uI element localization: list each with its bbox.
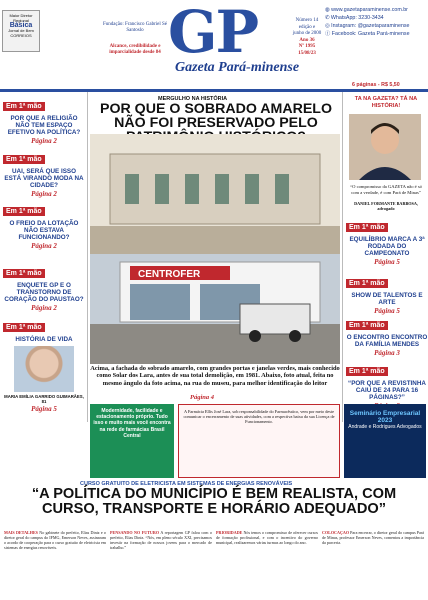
- contact-text: Facebook: Gazeta Pará-minense: [331, 31, 410, 37]
- body-column: [216, 531, 318, 599]
- column-lead: PRIORIDADE: [216, 531, 243, 535]
- founded-note: Fundação: Francisco Gabriel Sé Santoslo: [102, 22, 167, 33]
- teaser[interactable]: [3, 200, 85, 250]
- column-text: No gabinete do prefeito, Elias Diniz e o diretor geral do campus do IFMG, Emerson Neves, assinaram o acordo de cooperação para o curso gratuito de eletricista em sistemas de energias renováveis.: [4, 531, 106, 550]
- teaser-page: Página 2: [31, 190, 57, 198]
- feature-headline[interactable]: “A POLÍTICA DO MUNICÍPIO É BEM REALISTA, COM CURSO, TRANSPORTE E HORÁRIO ADEQUADO”: [31, 486, 397, 517]
- teaser-page: Página 2: [31, 242, 57, 250]
- teaser-text: “POR QUE A REVISTINHA CAIU DE 24 PARA 16 PÁGINAS?”: [348, 380, 426, 401]
- contact-text: Instagram: @gazetaparaminense: [331, 23, 410, 29]
- right-column: [342, 92, 428, 422]
- teaser[interactable]: [346, 314, 428, 357]
- notice-ad[interactable]: A Farmácia Ellis José Lara, sob responsabilidade do Farmacêutico, vem por meio deste comunicar o encerramento de suas atividades, com a respectiva baixa da sua Licença de Funcionamento.: [178, 404, 340, 478]
- logo: GP: [168, 0, 258, 66]
- issue-info: [290, 18, 324, 57]
- teaser-life-story[interactable]: [3, 316, 85, 413]
- teaser[interactable]: [3, 148, 85, 198]
- contact-text: WhatsApp: 3230-3434: [330, 15, 384, 21]
- first-hand-badge: Em 1ª mão: [346, 223, 388, 232]
- edition-line: Maior Diretor Regional: [9, 13, 33, 23]
- first-hand-badge: Em 1ª mão: [3, 269, 45, 278]
- teaser-page: Página 5: [31, 405, 57, 413]
- ads-row: [90, 404, 425, 478]
- column-lead: MAIS DETALHES: [4, 531, 38, 535]
- first-hand-badge: Em 1ª mão: [3, 155, 45, 164]
- issue-line: Nº 1995: [298, 44, 316, 49]
- column-lead: PENSANDO NO FUTURO: [110, 531, 160, 535]
- column-text: Para encerrar, o diretor geral do campus Pará de Minas, professor Emerson Neves, comentou a importância da parceria.: [322, 531, 424, 545]
- teaser[interactable]: [3, 262, 85, 312]
- pharmacy-ad[interactable]: Modernidade, facilidade e estacionamento próprio. Tudo isso e muito mais você encontra na rede de farmácias Brasil Central: [90, 404, 174, 478]
- body-column: [110, 531, 212, 599]
- teaser-page: Página 5: [374, 307, 400, 315]
- main-headline[interactable]: POR QUE O SOBRADO AMARELO NÃO FOI PRESERVADO PELO: [99, 101, 332, 131]
- teaser-text: POR QUE A RELIGIÃO NÃO TEM ESPAÇO EFETIVO NA POLÍTICA?: [7, 115, 81, 136]
- portrait-photo: [14, 346, 74, 392]
- testimonial-quote: “O compromisso da GAZETA não é só com a verdade, é com Pará de Minas”: [350, 184, 422, 195]
- teaser-page: Página 3: [374, 349, 400, 357]
- body-column: [4, 531, 106, 599]
- teaser[interactable]: [346, 216, 428, 266]
- photo-caption: Acima, a fachada do sobrado amarelo, com grandes portas e janelas verdes, mais conhecido como Solar dos Lara, antes de sua total demolição, em 1981. Abaixo, foto atual, feita no mesmo ângulo da foto acima, na rua do museu, para melhor identificação do leitor: [90, 365, 340, 387]
- issue-line: junho de 2000: [292, 31, 322, 36]
- contact-text: www.gazetaparaminense.com.br: [331, 7, 408, 13]
- issue-line: edição e: [298, 24, 316, 30]
- seminar-sponsor: Andrade e Rodrigues Advogados: [348, 424, 422, 430]
- first-hand-badge: Em 1ª mão: [3, 323, 45, 332]
- teaser-text: SHOW DE TALENTOS E ARTE: [351, 292, 423, 306]
- facebook-link[interactable]: [325, 30, 425, 38]
- testimonial-author: DANIEL FORMANTE BARBOSA, advogado: [354, 201, 418, 211]
- teaser[interactable]: [3, 95, 85, 145]
- teaser[interactable]: [346, 360, 428, 410]
- section-kicker: MERGULHO NA HISTÓRIA: [158, 96, 228, 102]
- teaser[interactable]: [346, 272, 428, 315]
- instagram-icon: ◎: [325, 23, 332, 29]
- feature-kicker: CURSO GRATUITO DE ELETRICISTA EM SISTEMAS DE ENERGIAS RENOVÁVEIS: [80, 481, 293, 487]
- body-column: [322, 531, 424, 599]
- website-link[interactable]: [325, 6, 425, 14]
- first-hand-badge: Em 1ª mão: [346, 279, 388, 288]
- edition-box: [2, 10, 40, 52]
- issue-line: Número 14: [295, 18, 319, 23]
- teaser-text: O ENCONTRO ENCONTRO DA FAMÍLIA MENDES: [346, 334, 428, 348]
- facebook-icon: ⓕ: [325, 31, 332, 37]
- instagram-link[interactable]: [325, 22, 425, 30]
- life-story-name: MARIA EMÍLIA GARRIDO GUIMARÃES, 81: [4, 394, 84, 404]
- issue-line: 15/08/23: [298, 50, 316, 56]
- store-sign: CENTROFER: [138, 269, 201, 280]
- first-hand-badge: Em 1ª mão: [346, 321, 388, 330]
- feature-photo: [90, 134, 340, 364]
- teaser-text: EQUILÍBRIO MARCA A 3ª RODADA DO CAMPEONATO: [349, 236, 425, 257]
- feature-body: [4, 531, 424, 599]
- teaser-text: O FREIO DA LOTAÇÃO NÃO ESTAVA FUNCIONANDO?: [9, 220, 79, 241]
- portrait-photo: [349, 114, 421, 180]
- right-kicker: TA NA GAZETA? TÁ NA HISTÓRIA!: [354, 96, 418, 109]
- column-text: Nós temos o compromisso de oferecer cursos de formação profissional, e com o incentivo do governo municipal, realizaremos várias turmas ao longo do ano.: [216, 531, 318, 545]
- teaser-text: ENQUETE GP E O TRANSTORNO DE CORAÇÃO DO PAUSTAO?: [4, 282, 84, 303]
- teaser-text: UAI, SERÁ QUE ISSO ESTÁ VIRANDO MODA NA CIDADE?: [4, 168, 84, 189]
- teaser-page: Página 5: [374, 258, 400, 266]
- issue-line: Ano 36: [299, 37, 315, 43]
- seminar-ad[interactable]: [344, 404, 426, 478]
- street-photo-illustration: [90, 134, 340, 364]
- left-column: [0, 92, 88, 422]
- column-text: A reportagem GP falou com o prefeito, Elias Diniz. “Nós, em pleno século XXI, precisamos investir na formação de nossos jovens para o mercado de trabalho.”: [110, 531, 212, 550]
- logo-subtitle: Gazeta Pará-minense: [175, 60, 300, 75]
- column-lead: COLOCAÇÃO: [322, 531, 350, 535]
- edition-line: Básica: [9, 22, 33, 29]
- whatsapp-link[interactable]: [325, 14, 425, 22]
- edition-line: Jornal de Bem: [8, 28, 34, 33]
- first-hand-badge: Em 1ª mão: [346, 367, 388, 376]
- seminar-title: Seminário Empresarial 2023: [349, 410, 421, 424]
- person-illustration: [349, 114, 421, 180]
- masthead: [0, 0, 428, 90]
- first-hand-badge: Em 1ª mão: [3, 102, 45, 111]
- edition-line: CORREIOS: [10, 33, 32, 38]
- pages-info: 6 páginas - R$ 5,50: [352, 82, 400, 88]
- caption-page[interactable]: Página 4: [190, 394, 215, 401]
- teaser-page: Página 2: [31, 304, 57, 312]
- teaser-text: HISTÓRIA DE VIDA: [15, 336, 73, 343]
- contact-list: [325, 6, 425, 38]
- teaser-page: Página 2: [31, 137, 57, 145]
- whatsapp-icon: ✆: [325, 15, 331, 21]
- globe-icon: ◍: [325, 7, 332, 13]
- reach-note: Alcance, credibilidade e imparcialidade desde 84: [109, 44, 161, 55]
- first-hand-badge: Em 1ª mão: [3, 207, 45, 216]
